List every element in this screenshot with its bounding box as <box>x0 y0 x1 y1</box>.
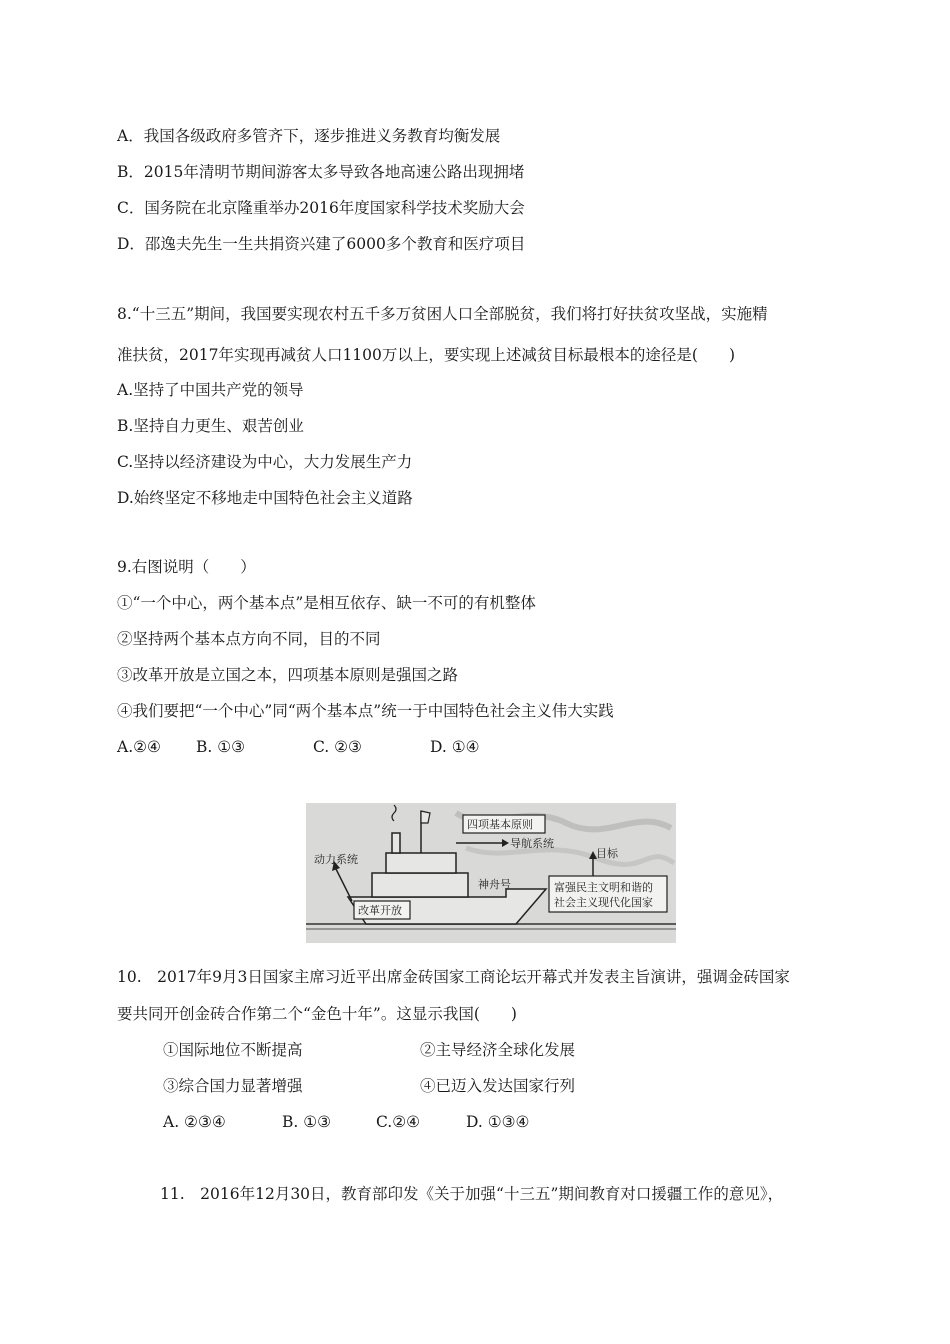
target-label-line2: 社会主义现代化国家 <box>554 896 653 909</box>
four-principles-label: 四项基本原则 <box>467 818 533 831</box>
q7-option-b: B．2015年清明节期间游客太多导致各地高速公路出现拥堵 <box>117 163 525 181</box>
navigation-arrowhead <box>502 839 509 847</box>
goal-label: 目标 <box>596 847 618 860</box>
q9-statement-4: ④我们要把“一个中心”同“两个基本点”统一于中国特色社会主义伟大实践 <box>117 702 614 720</box>
flag-icon <box>421 811 430 823</box>
q8-option-a: A.坚持了中国共产党的领导 <box>117 381 304 399</box>
ship-chimney <box>392 833 400 853</box>
background-wave <box>466 848 674 864</box>
q10-statement-4: ④已迈入发达国家行列 <box>420 1077 576 1095</box>
q9-stem: 9.右图说明（ ） <box>117 558 256 576</box>
ship-name-label: 神舟号 <box>478 878 511 891</box>
q8-option-d: D.始终坚定不移地走中国特色社会主义道路 <box>117 489 413 507</box>
q9-option-a: A.②④ <box>117 738 161 756</box>
q10-statement-2: ②主导经济全球化发展 <box>420 1041 576 1059</box>
q10-statement-1: ①国际地位不断提高 <box>163 1041 303 1059</box>
power-arrow <box>336 869 352 901</box>
ship-diagram <box>306 803 676 943</box>
q8-option-c: C.坚持以经济建设为中心，大力发展生产力 <box>117 453 413 471</box>
q8-option-b: B.坚持自力更生、艰苦创业 <box>117 417 304 435</box>
q9-statement-3: ③改革开放是立国之本，四项基本原则是强国之路 <box>117 666 459 684</box>
q8-stem-line1: 8.“十三五”期间，我国要实现农村五千多万贫困人口全部脱贫，我们将打好扶贫攻坚战，实施精 <box>117 305 768 323</box>
q10-option-c: C.②④ <box>376 1113 421 1131</box>
reform-label: 改革开放 <box>358 904 402 917</box>
q9-statement-2: ②坚持两个基本点方向不同，目的不同 <box>117 630 381 648</box>
q7-option-c: C．国务院在北京隆重举办2016年度国家科学技术奖励大会 <box>117 199 525 217</box>
q9-statement-1: ①“一个中心，两个基本点”是相互依存、缺一不可的有机整体 <box>117 594 536 612</box>
q9-option-d: D. ①④ <box>430 738 480 756</box>
q10-option-b: B. ①③ <box>282 1113 332 1131</box>
ship-lower-deck <box>372 873 468 897</box>
q10-stem-line1: 10. 2017年9月3日国家主席习近平出席金砖国家工商论坛开幕式并发表主旨演讲，强调金砖国家 <box>117 968 790 986</box>
q9-option-b: B. ①③ <box>196 738 246 756</box>
smoke-icon <box>392 805 396 821</box>
q7-option-d: D．邵逸夫先生一生共捐资兴建了6000多个教育和医疗项目 <box>117 235 526 253</box>
q10-option-d: D. ①③④ <box>466 1113 530 1131</box>
power-label: 动力系统 <box>314 853 358 866</box>
q10-stem-line2: 要共同开创金砖合作第二个“金色十年”。这显示我国( ) <box>117 1005 517 1023</box>
q9-option-c: C. ②③ <box>313 738 362 756</box>
q11-stem-line1: 11. 2016年12月30日，教育部印发《关于加强“十三五”期间教育对口援疆工作的意见》， <box>160 1185 784 1203</box>
q7-option-a: A．我国各级政府多管齐下，逐步推进义务教育均衡发展 <box>117 127 501 145</box>
q10-option-a: A. ②③④ <box>163 1113 226 1131</box>
ship-diagram-svg <box>306 803 676 943</box>
q10-statement-3: ③综合国力显著增强 <box>163 1077 303 1095</box>
ship-upper-deck <box>386 853 456 873</box>
q8-stem-line2: 准扶贫，2017年实现再减贫人口1100万以上，要实现上述减贫目标最根本的途径是( ) <box>117 346 735 364</box>
navigation-label: 导航系统 <box>510 837 554 850</box>
target-label-line1: 富强民主文明和谐的 <box>554 881 653 894</box>
